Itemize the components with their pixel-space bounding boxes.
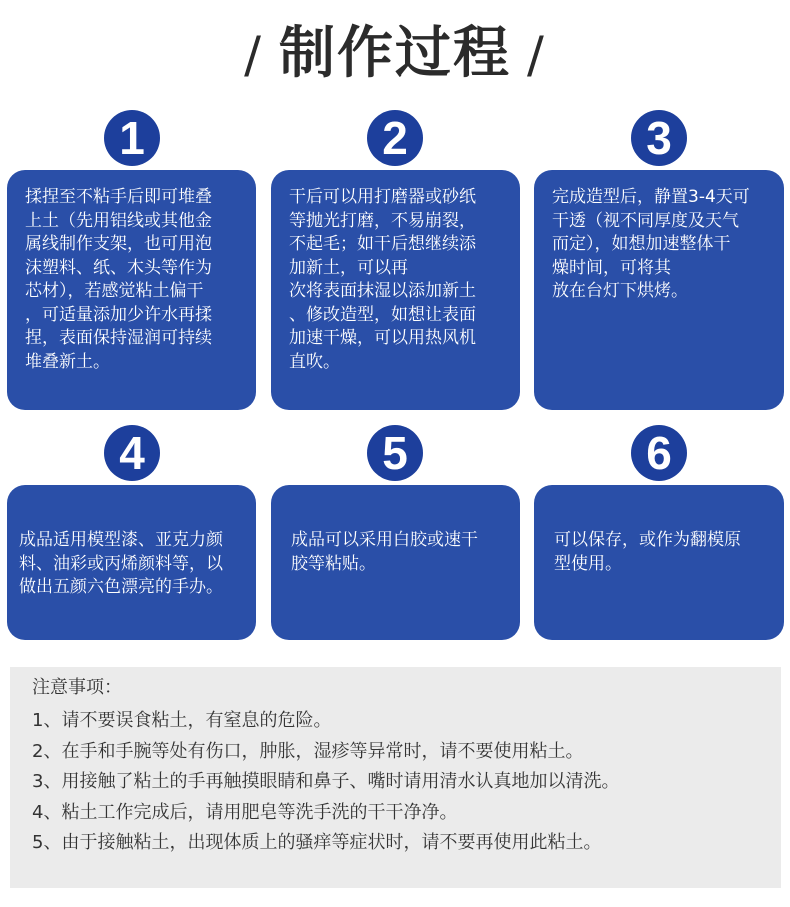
notes-item: 3、用接触了粘土的手再触摸眼睛和鼻子、嘴时请用清水认真地加以清洗。 <box>32 771 620 792</box>
step-5-card: 成品可以采用白胶或速干 胶等粘贴。 <box>271 485 520 640</box>
notes-panel <box>10 667 781 888</box>
title-slash-left: / <box>244 26 263 84</box>
notes-item: 4、粘土工作完成后，请用肥皂等洗手洗的干干净净。 <box>32 801 458 823</box>
step-1-card: 揉捏至不粘手后即可堆叠 上土（先用铝线或其他金 属线制作支架，也可用泡 沫塑料、纸、木头等作为 芯材），若感觉粘土偏干 ，可适量添加少许水再揉 捏，表面保持湿润可持续 堆叠新土。 <box>7 170 256 410</box>
step-4-number-badge: 4 <box>104 425 160 481</box>
step-3-number-badge: 3 <box>631 110 687 166</box>
step-2-number-badge: 2 <box>367 110 423 166</box>
step-4-card: 成品适用模型漆、亚克力颜 料、油彩或丙烯颜料等，以 做出五颜六色漂亮的手办。 <box>7 485 256 640</box>
title-text: 制作过程 <box>279 21 511 86</box>
step-3-card: 完成造型后，静置3-4天可 干透（视不同厚度及天气 而定），如想加速整体干 燥时间，可将其 放在台灯下烘烤。 <box>534 170 784 410</box>
notes-item: 2、在手和手腕等处有伤口，肿胀，湿疹等异常时，请不要使用粘土。 <box>32 740 584 762</box>
title-slash-right: / <box>527 26 546 84</box>
notes-item: 1、请不要误食粘土，有窒息的危险。 <box>32 710 332 731</box>
step-2-card: 干后可以用打磨器或砂纸 等抛光打磨，不易崩裂， 不起毛；如干后想继续添 加新土，可以再 次将表面抹湿以添加新土 、修改造型，如想让表面 加速干燥，可以用热风机 直吹。 <box>271 170 520 410</box>
page-title <box>0 18 790 91</box>
step-5-number-badge: 5 <box>367 425 423 481</box>
step-6-number-badge: 6 <box>631 425 687 481</box>
notes-heading: 注意事项： <box>32 677 122 698</box>
step-6-card: 可以保存，或作为翻模原 型使用。 <box>534 485 784 640</box>
notes-item: 5、由于接触粘土，出现体质上的骚痒等症状时，请不要再使用此粘土。 <box>32 832 602 853</box>
step-1-number-badge: 1 <box>104 110 160 166</box>
